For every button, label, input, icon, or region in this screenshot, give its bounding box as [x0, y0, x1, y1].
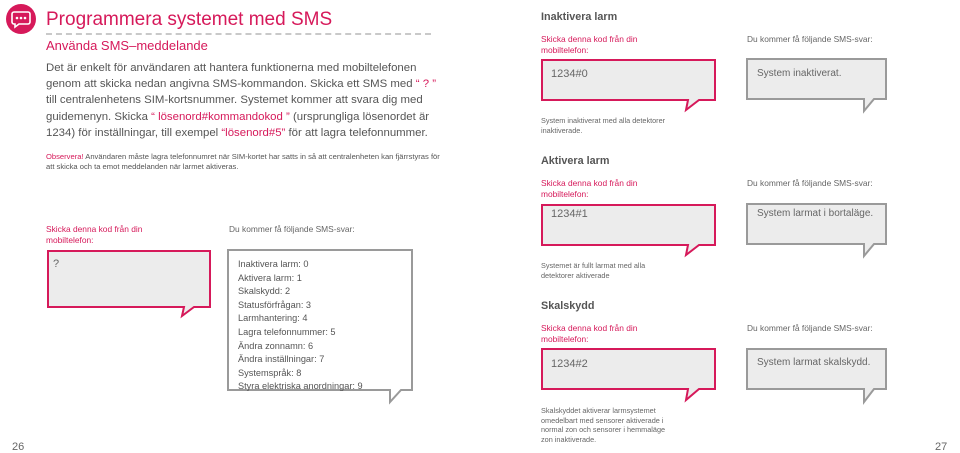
help-command: “ ? ” [415, 78, 437, 91]
list-item: Inaktivera larm: 0 [238, 259, 309, 269]
command-format: “ lösenord#kommandokod ” [151, 110, 290, 123]
send-bubble [44, 249, 214, 319]
reply-bubble [745, 57, 890, 117]
list-item: Systemspråk: 8 [238, 367, 302, 378]
section-note: Skalskyddet aktiverar larmsystemet omedelbart med sensorer aktiverade i normal zon och sensorer i hemmaläge zon inaktiverade. [541, 406, 666, 444]
send-code: ? [53, 258, 60, 270]
page-number-left: 26 [12, 441, 25, 453]
title-divider [46, 33, 431, 35]
list-item: Ändra inställningar: 7 [238, 354, 325, 365]
send-code: 1234#1 [551, 208, 588, 220]
send-label: Skicka denna kod från din mobiltelefon: [541, 178, 638, 199]
reply-bubble [745, 347, 890, 407]
reply-label: Du kommer få följande SMS-svar: [747, 323, 873, 333]
list-item: Ändra zonnamn: 6 [238, 340, 314, 351]
send-code: 1234#0 [551, 68, 588, 80]
page-title: Programmera systemet med SMS [46, 9, 333, 30]
send-label: Skicka denna kod från din mobiltelefon: [46, 224, 143, 245]
reply-label: Du kommer få följande SMS-svar: [747, 178, 873, 188]
intro-text-4: för att lagra telefonnummer. [285, 126, 428, 139]
list-item: Larmhantering: 4 [238, 313, 308, 324]
section-note: System inaktiverat med alla detektorer inaktiverade. [541, 116, 666, 135]
intro-text-1: Det är enkelt för användaren att hantera funktionerna med mobiltelefonen genom att skicka nedan angivna SMS-kommandon. Skicka ett SMS med [46, 62, 417, 91]
intro-text-3: (ursprungliga lösenordet är 1234) för inställningar, till exempel [46, 110, 430, 139]
send-label: Skicka denna kod från din mobiltelefon: [541, 323, 638, 344]
section-subtitle: Använda SMS–meddelande [46, 38, 208, 53]
list-item: Statusförfrågan: 3 [238, 299, 312, 310]
reply-text: System inaktiverat. [757, 68, 842, 79]
intro-paragraph [46, 60, 440, 141]
observe-text: Användaren måste lagra telefonnumret när SIM-kortet har satts in så att centralenheten kan fjärrstyras för att skicka och ta emot meddelanden när larmet aktiveras. [46, 152, 440, 172]
command-example: “lösenord#5” [221, 126, 286, 139]
reply-text: System larmat i bortaläge. [757, 208, 874, 219]
reply-label: Du kommer få följande SMS-svar: [229, 224, 355, 234]
send-code: 1234#2 [551, 358, 588, 370]
intro-text-2: till centralenhetens SIM-kortsnummer. Systemet kommer att svara dig med guidemenyn. Skicka [46, 94, 423, 123]
list-item: Styra elektriska anordningar: 9 [238, 381, 363, 392]
observe-label: Observera! [46, 152, 84, 161]
send-bubble [539, 58, 719, 114]
section-heading-aktivera: Aktivera larm [541, 155, 610, 167]
list-item: Skalskydd: 2 [238, 286, 291, 297]
send-bubble [539, 347, 719, 405]
list-item: Aktivera larm: 1 [238, 272, 302, 283]
reply-text: System larmat skalskydd. [757, 357, 871, 368]
chat-bubble-icon [6, 4, 36, 34]
observe-note [46, 152, 440, 172]
reply-menu-list [238, 258, 363, 394]
section-note: Systemet är fullt larmat med alla detektorer aktiverade [541, 261, 646, 280]
reply-label: Du kommer få följande SMS-svar: [747, 34, 873, 44]
section-heading-inaktivera: Inaktivera larm [541, 11, 618, 23]
page-number-right: 27 [935, 441, 948, 453]
list-item: Lagra telefonnummer: 5 [238, 326, 336, 337]
send-label: Skicka denna kod från din mobiltelefon: [541, 34, 638, 55]
section-heading-skalskydd: Skalskydd [541, 300, 595, 312]
